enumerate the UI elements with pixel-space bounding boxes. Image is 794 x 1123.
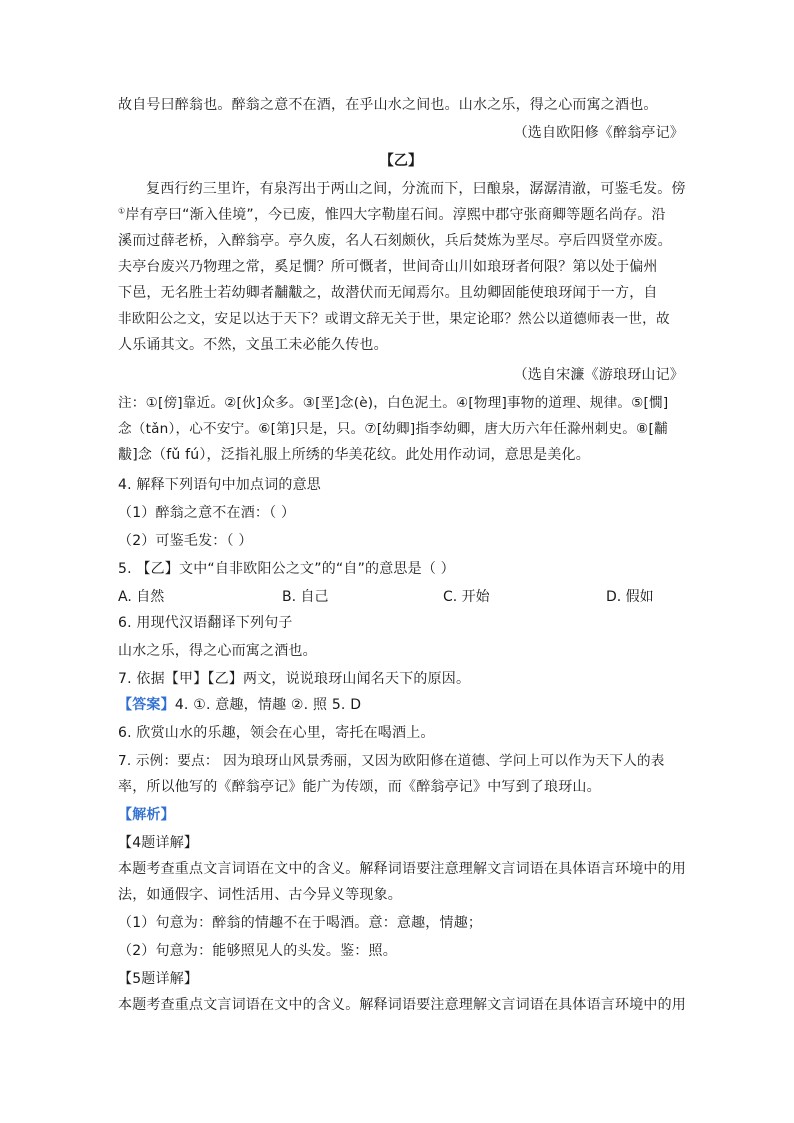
analysis-q4-line-3: （1）句意为：醉翁的情趣不在于喝酒。意：意趣，情趣；	[118, 915, 483, 931]
answer-line-2: 6. 欣赏山水的乐趣，领会在心里，寄托在喝酒上。	[118, 725, 435, 741]
analysis-label: 【解析】	[118, 807, 175, 823]
analysis-q4-line-1: 本题考查重点文言词语在文中的含义。解释词语要注意理解文言词语在具体语言环境中的用	[118, 861, 686, 877]
footnote-marker-1: ①	[118, 206, 126, 216]
passage-yi-line-5: 下邑，无名胜士若幼卿者黼黻之，故潜伏而无闻焉尔。且幼卿固能使琅玡闻于一方，自	[118, 285, 658, 301]
question-5-option-b: B. 自己	[282, 589, 329, 605]
question-5-option-a: A. 自然	[118, 589, 165, 605]
analysis-q4-line-4: （2）句意为：能够照见人的头发。鉴：照。	[118, 943, 397, 959]
answer-line-1	[118, 696, 361, 714]
question-4: 4. 解释下列语句中加点词的意思	[118, 477, 322, 493]
question-7: 7. 依据【甲】【乙】两文，说说琅玡山闻名天下的原因。	[118, 671, 471, 687]
answer-label: 【答案】	[118, 697, 175, 713]
passage-yi-line-4: 夫亭台废兴乃物理之常，奚足憪？所可慨者，世间奇山川如琅玡者何限？第以处于偏州	[118, 259, 658, 275]
passage-jia-last-line: 故自号曰醉翁也。醉翁之意不在酒，在乎山水之间也。山水之乐，得之心而寓之酒也。	[118, 97, 658, 113]
answer-line-1-text: 4. ①. 意趣，情趣 ②. 照 5. D	[174, 697, 362, 713]
analysis-q5-line-1: 本题考查重点文言词语在文中的含义。解释词语要注意理解文言词语在具体语言环境中的用	[118, 997, 686, 1013]
passage-yi-line-2-text: 岸有亭曰“渐入佳境”，今已废，惟四大字勒崖石间。淳熙中郡守张商卿等题名尚存。沿	[125, 207, 666, 223]
passage-yi-line-6: 非欧阳公之文，安足以达于天下？或谓文辞无关于世，果定论耶？然公以道德师表一世，故	[118, 311, 670, 327]
analysis-q4-heading: 【4题详解】	[118, 835, 199, 851]
passage-jia-source: （选自欧阳修《醉翁亭记》	[513, 125, 684, 141]
notes-line-3: 黻]念（fǔ fú），泛指礼服上所绣的华美花纹。此处用作动词，意思是美化。	[118, 447, 590, 463]
question-6-sentence: 山水之乐，得之心而寓之酒也。	[118, 643, 317, 659]
question-5-option-c: C. 开始	[443, 589, 490, 605]
notes-line-2: 念（tǎn），心不安宁。⑥[第]只是，只。⑦[幼卿]指李幼卿，唐大历六年任滁州刺史。⑧[黼	[118, 421, 668, 437]
passage-yi-heading: 【乙】	[379, 153, 423, 169]
question-5: 5. 【乙】文中“自非欧阳公之文”的“自”的意思是（ ）	[118, 561, 455, 577]
analysis-q4-line-2: 法，如通假字、词性活用、古今异义等现象。	[118, 887, 402, 903]
passage-yi-line-1: 复西行约三里许，有泉泻出于两山之间，分流而下，曰酿泉，潺潺清澈，可鉴毛发。傍	[146, 181, 686, 197]
passage-yi-line-2	[118, 206, 666, 224]
analysis-q5-heading: 【5题详解】	[118, 971, 199, 987]
question-4-item-2: （2）可鉴毛发：（ ）	[118, 533, 253, 549]
answer-line-3: 7. 示例：要点： 因为琅玡山风景秀丽，又因为欧阳修在道德、学问上可以作为天下人的表	[118, 753, 665, 769]
question-5-option-d: D. 假如	[606, 589, 654, 605]
passage-yi-line-7: 人乐诵其文。不然，文虽工未必能久传也。	[118, 337, 388, 353]
passage-yi-line-3: 溪而过薛老桥，入醉翁亭。亭久废，名人石刻颇伙，兵后焚炼为垩尽。亭后四贤堂亦废。	[118, 233, 672, 249]
passage-yi-source: （选自宋濂《游琅玡山记》	[513, 367, 684, 383]
question-4-item-1: （1）醉翁之意不在酒：（ ）	[118, 505, 296, 521]
notes-line-1: 注：①[傍]靠近。②[伙]众多。③[垩]念(è)，白色泥土。④[物理]事物的道理、规律。⑤[憪]	[118, 395, 669, 411]
question-6: 6. 用现代汉语翻译下列句子	[118, 615, 293, 631]
answer-line-4: 率，所以他写的《醉翁亭记》能广为传颂，而《醉翁亭记》中写到了琅玡山。	[118, 779, 601, 795]
